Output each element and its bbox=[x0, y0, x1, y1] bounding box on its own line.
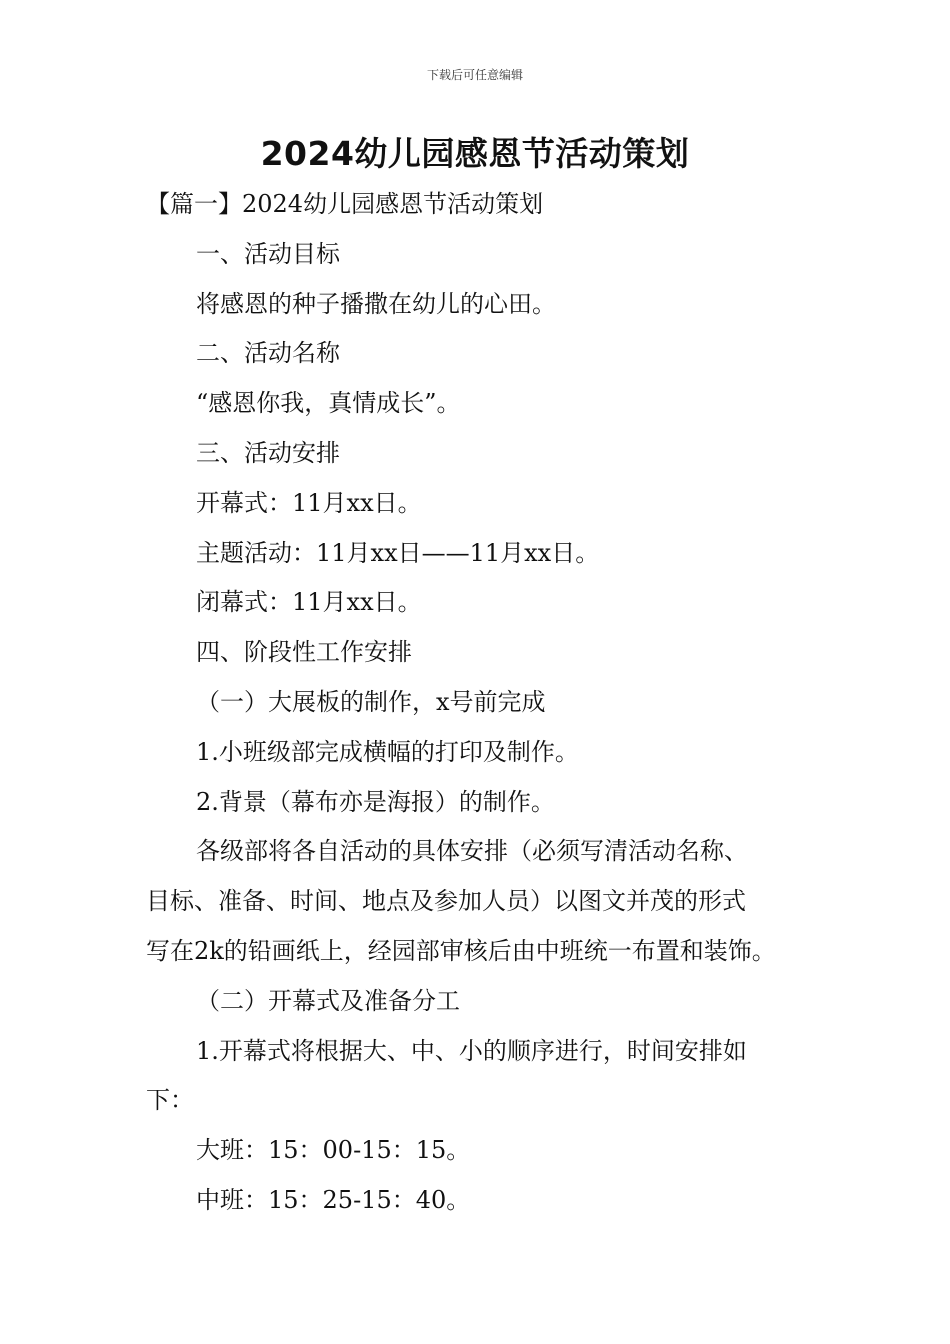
body-line: 将感恩的种子播撒在幼儿的心田。 bbox=[196, 289, 556, 318]
document-body bbox=[146, 180, 810, 1226]
body-line: 写在2k的铅画纸上，经园部审核后由中班统一布置和装饰。 bbox=[146, 936, 776, 965]
body-line: 开幕式：11月xx日。 bbox=[196, 488, 422, 517]
list-item: 1.开幕式将根据大、中、小的顺序进行，时间安排如 bbox=[196, 1036, 747, 1065]
body-line: 下： bbox=[146, 1086, 194, 1115]
body-line: 【篇一】2024幼儿园感恩节活动策划 bbox=[146, 190, 544, 218]
section-heading: 四、阶段性工作安排 bbox=[196, 638, 412, 667]
body-line: 主题活动：11月xx日——11月xx日。 bbox=[196, 538, 600, 567]
section-heading: 一、活动目标 bbox=[196, 239, 340, 268]
subsection-heading: （二）开幕式及准备分工 bbox=[196, 986, 460, 1015]
section-heading: 二、活动名称 bbox=[196, 339, 340, 368]
body-line: 闭幕式：11月xx日。 bbox=[196, 588, 422, 617]
subsection-heading: （一）大展板的制作，x号前完成 bbox=[196, 687, 546, 716]
schedule-line: 大班：15：00-15：15。 bbox=[196, 1136, 471, 1165]
body-line: 各级部将各自活动的具体安排（必须写清活动名称、 bbox=[196, 837, 748, 866]
section-heading: 三、活动安排 bbox=[196, 438, 340, 467]
page-header-note: 下载后可任意编辑 bbox=[426, 68, 523, 82]
body-line: 目标、准备、时间、地点及参加人员）以图文并茂的形式 bbox=[146, 887, 746, 916]
schedule-line: 中班：15：25-15：40。 bbox=[196, 1185, 471, 1214]
document-title: 2024幼儿园感恩节活动策划 bbox=[260, 134, 690, 173]
list-item: 1.小班级部完成横幅的打印及制作。 bbox=[196, 737, 579, 766]
list-item: 2.背景（幕布亦是海报）的制作。 bbox=[196, 787, 555, 816]
body-line: “感恩你我，真情成长”。 bbox=[196, 389, 461, 418]
